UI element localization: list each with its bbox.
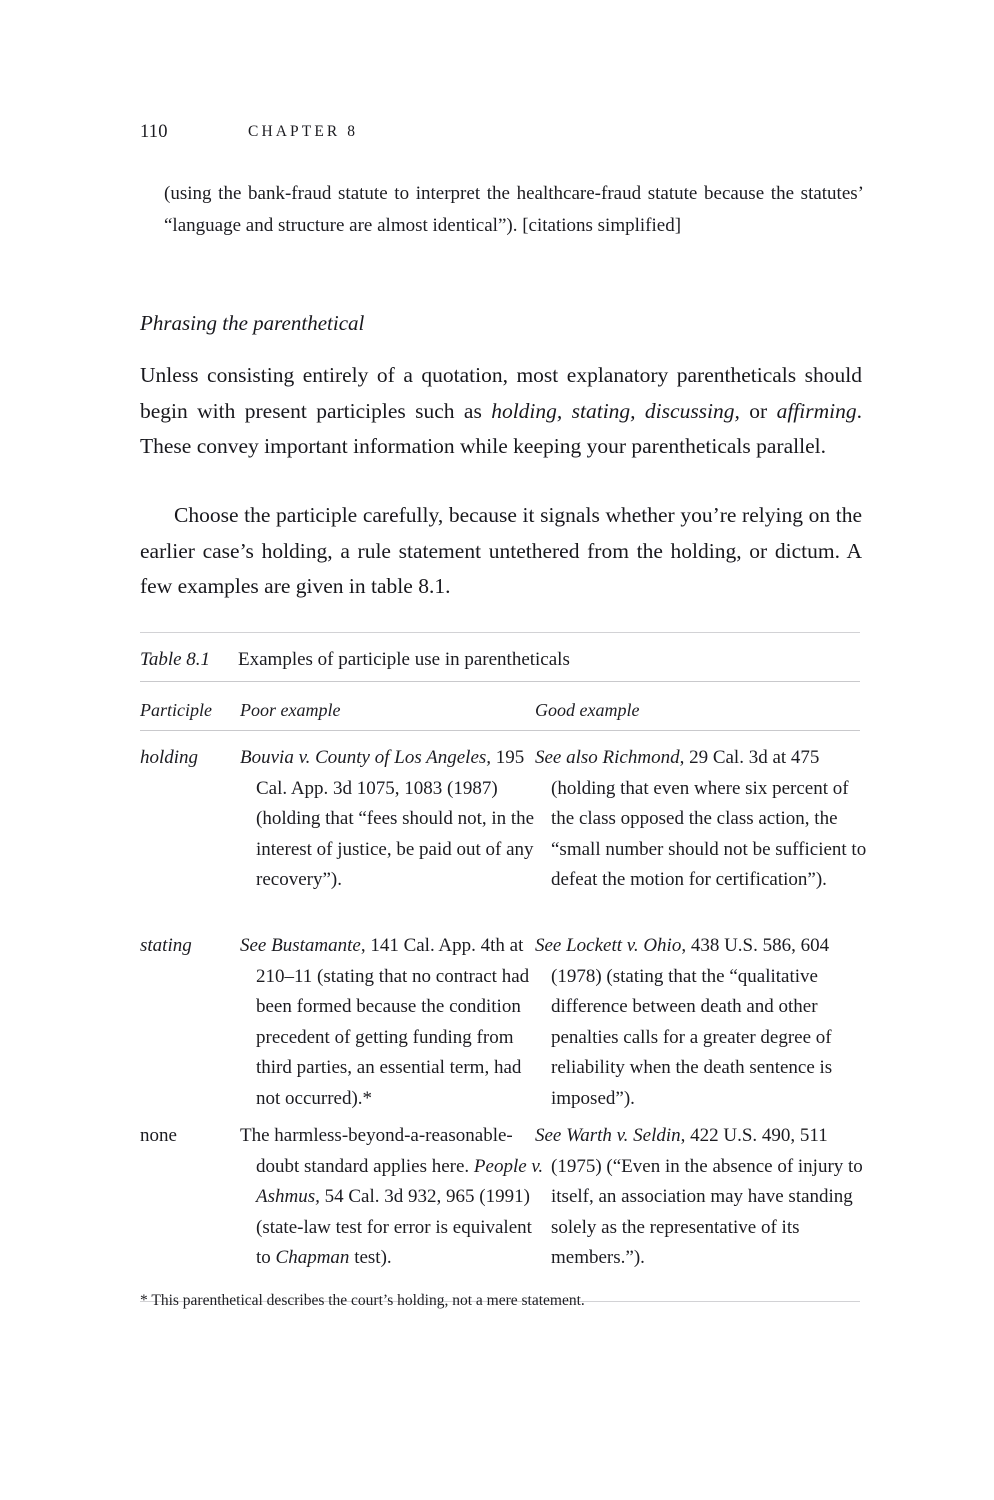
citation-text: , 141 Cal. App. 4th at 210–11 (stating that no contract had been formed because the condition precedent of getting funding from third parties, an essential term, had not occurred).* <box>256 935 530 1109</box>
paragraph-1-text-b: or <box>739 398 777 423</box>
table-footnote: * This parenthetical describes the court’s holding, not a mere statement. <box>140 1292 585 1309</box>
cell-good-example <box>535 743 876 896</box>
citation-text: , 422 U.S. 490, 511 (1975) (“Even in the absence of injury to itself, an association may have standing solely as the representative of its members.”). <box>551 1125 863 1268</box>
table-caption <box>140 633 860 681</box>
case-name-italic: People v. Ashmus, <box>256 1155 544 1207</box>
cell-participle: none <box>140 1125 177 1146</box>
citation-text-b: 54 Cal. 3d 932, 965 (1991) (state-law test for error is equivalent to <box>256 1186 532 1268</box>
cell-good-example <box>535 931 876 1114</box>
cell-participle: stating <box>140 935 192 956</box>
table-row <box>140 743 867 931</box>
cell-good-example <box>535 1121 876 1274</box>
cell-poor-example <box>240 931 546 1114</box>
table-row <box>140 931 860 1121</box>
case-name-italic: See Warth v. Seldin <box>535 1125 681 1146</box>
paragraph-1 <box>140 358 862 465</box>
citation-text-a: The harmless-beyond-a-reasonable-doubt standard applies here. <box>240 1125 513 1177</box>
table-row <box>140 1121 863 1287</box>
cell-poor-example <box>240 743 546 896</box>
column-header-poor-example: Poor example <box>240 700 341 720</box>
table-header-row <box>140 682 860 730</box>
case-name-italic: See Lockett v. Ohio <box>535 935 682 956</box>
column-header-good-example: Good example <box>535 700 640 720</box>
paragraph-1-italic-b: affirming <box>776 398 857 423</box>
section-heading: Phrasing the parenthetical <box>140 311 365 335</box>
citation-text: 195 Cal. App. 3d 1075, 1083 (1987) (holding that “fees should not, in the interest of justice, be paid out of any recovery”). <box>256 747 535 890</box>
case-name-italic: See Bustamante <box>240 935 361 956</box>
paragraph-1-italic-a: holding, stating, discussing, <box>491 398 740 423</box>
paragraph-1-text-c: . These convey important information while keeping your parentheticals parallel. <box>140 398 862 458</box>
page-number: 110 <box>140 122 168 142</box>
case-name-italic: Bouvia v. County of Los Angeles, <box>240 747 492 768</box>
case-short-name-italic: Chapman <box>275 1247 350 1268</box>
table-8-1 <box>140 632 867 1302</box>
citation-text-c: test). <box>349 1247 392 1268</box>
cell-participle: holding <box>140 747 199 768</box>
cell-poor-example <box>240 1121 546 1274</box>
citation-text: , 29 Cal. 3d at 475 (holding that even where six percent of the class opposed the class action, the “small number should not be sufficient to defeat the motion for certification”). <box>551 747 867 890</box>
table-caption-label: Table 8.1 <box>140 649 211 670</box>
table-caption-text: Examples of participle use in parentheticals <box>238 649 570 670</box>
block-quotation: (using the bank-fraud statute to interpret the healthcare-fraud statute because the statutes’ “language and structure are almost identical”). [citations simplified] <box>164 183 864 236</box>
chapter-label: CHAPTER 8 <box>248 123 359 140</box>
running-head <box>140 122 860 148</box>
paragraph-1-text-a: Unless consisting entirely of a quotation, most explanatory parentheticals should begin with present participles such as <box>140 363 862 423</box>
citation-text: , 438 U.S. 586, 604 (1978) (stating that the “qualitative difference between death and other penalties calls for a greater degree of reliability when the death sentence is imposed”). <box>551 935 833 1109</box>
case-name-italic: See also Richmond <box>535 747 680 768</box>
paragraph-2: Choose the participle carefully, because it signals whether you’re relying on the earlier case’s holding, a rule statement untethered from the holding, or dictum. A few examples are given in table 8.1. <box>140 503 862 598</box>
column-header-participle: Participle <box>140 700 212 720</box>
table-body <box>140 731 867 1301</box>
